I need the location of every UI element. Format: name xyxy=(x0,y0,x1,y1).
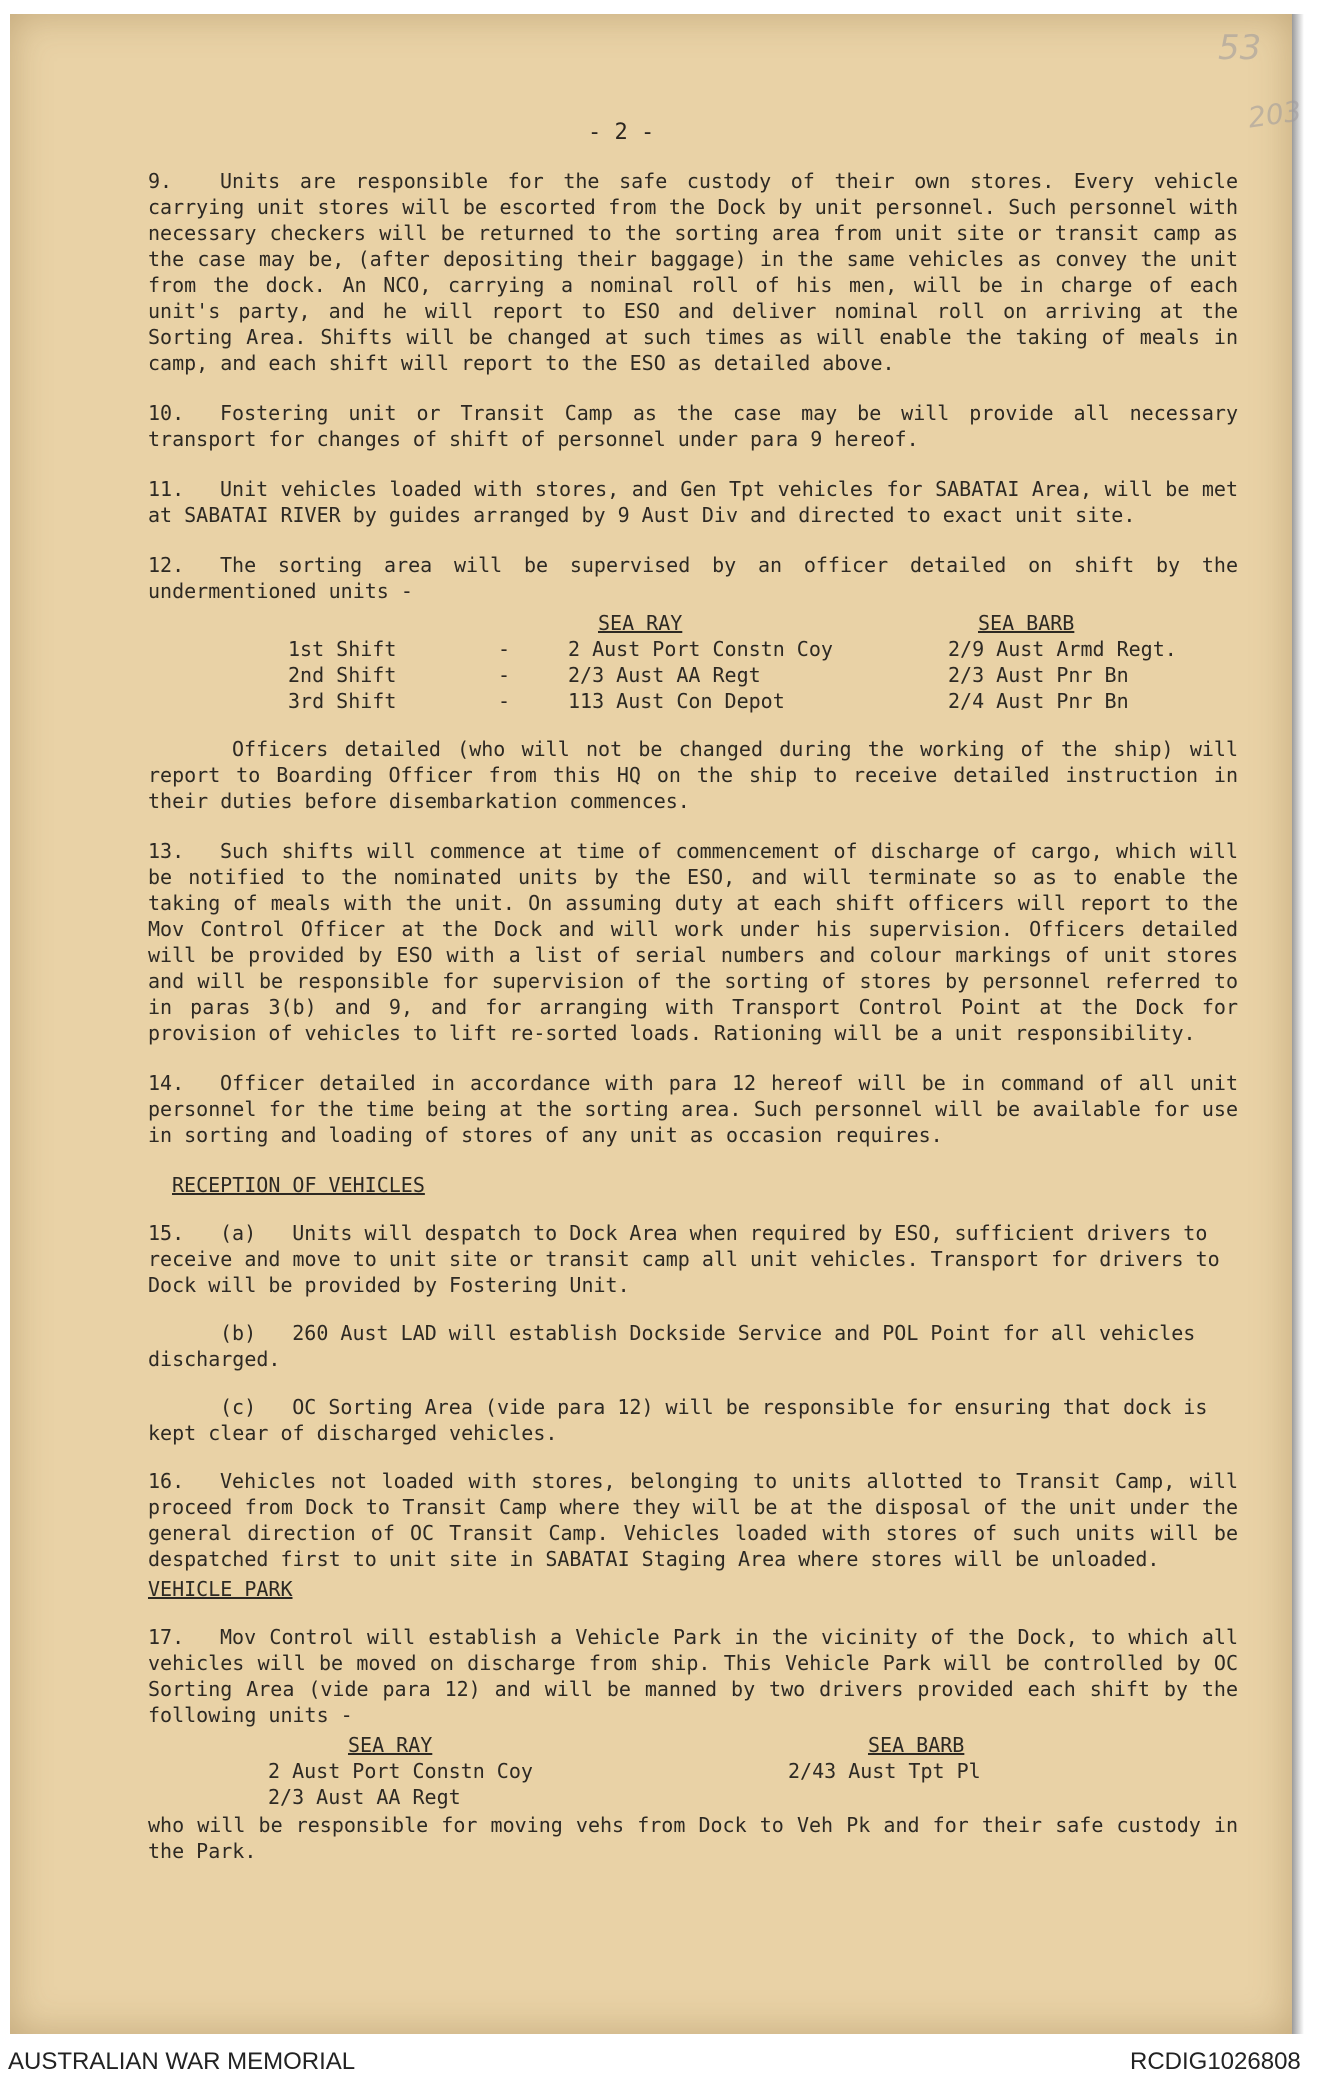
subparagraph-label: (c) xyxy=(220,1395,257,1419)
paragraph-text: OC Sorting Area (vide para 12) will be responsible for ensuring that dock is kept clear of discharged vehicles. xyxy=(148,1395,1208,1445)
table-row xyxy=(288,662,1187,688)
shift-table xyxy=(288,610,1187,714)
page-number: - 2 - xyxy=(588,120,655,145)
pencil-annotation: 203 xyxy=(1245,94,1304,135)
paragraph-14 xyxy=(148,1070,1238,1148)
footer-source: AUSTRALIAN WAR MEMORIAL xyxy=(8,2048,356,2075)
paragraph-15b xyxy=(148,1320,1238,1372)
paragraph-number: 11. xyxy=(148,477,185,501)
paragraph-number: 14. xyxy=(148,1071,185,1095)
separator-dash: - xyxy=(498,689,511,713)
paragraph-text: Such shifts will commence at time of commencement of discharge of cargo, which will be notified to the nominated units by the ESO, and will terminate so as to enable the taking of meals with the unit. On assuming duty at each shift officers will report to the Mov Control Officer at the Dock and will work under his supervision. Officers detailed will be provided by ESO with a list of serial numbers and colour markings of unit stores and will be responsible for supervision of the sorting of stores by personnel referred to in paras 3(b) and 9, and for arranging with Transport Control Point at the Dock for provision of vehicles to lift re-sorted loads. Rationing will be a unit responsibility. xyxy=(148,839,1238,1045)
sea-ray-unit: 113 Aust Con Depot xyxy=(568,689,785,713)
paragraph-number: 17. xyxy=(148,1625,185,1649)
paragraph-text: 260 Aust LAD will establish Dockside Service and POL Point for all vehicles discharged. xyxy=(148,1321,1196,1371)
paragraph-number: 10. xyxy=(148,401,185,425)
sea-barb-unit: 2/3 Aust Pnr Bn xyxy=(948,663,1129,687)
section-heading-vehicle-park: VEHICLE PARK xyxy=(148,1577,293,1601)
paragraph-16 xyxy=(148,1468,1238,1572)
paragraph-17 xyxy=(148,1624,1238,1728)
paragraph-text: Officer detailed in accordance with para 12 hereof will be in command of all unit personnel for the time being at the sorting area. Such personnel will be available for use in sorting and loading of stores of any unit as occasion requires. xyxy=(148,1071,1238,1147)
shift-name: 2nd Shift xyxy=(288,663,397,687)
sea-ray-unit: 2/3 Aust AA Regt xyxy=(268,1785,461,1809)
paragraph-10 xyxy=(148,400,1238,452)
shift-name: 1st Shift xyxy=(288,637,397,661)
paragraph-text: Mov Control will establish a Vehicle Park in the vicinity of the Dock, to which all vehicles will be moved on discharge from ship. This Vehicle Park will be controlled by OC Sorting Area (vide para 12) and will be manned by two drivers provided each shift by the following units - xyxy=(148,1625,1238,1727)
subparagraph-label: (a) xyxy=(220,1221,257,1245)
paragraph-12-continuation: Officers detailed (who will not be changed during the working of the ship) will report to Boarding Officer from this HQ on the ship to receive detailed instruction in their duties before disembarkation commences. xyxy=(148,737,1238,813)
paragraph-text: Vehicles not loaded with stores, belonging to units allotted to Transit Camp, will proceed from Dock to Transit Camp where they will be at the disposal of the unit under the general direction of OC Transit Camp. Vehicles loaded with stores of such units will be despatched first to unit site in SABATAI Staging Area where stores will be unloaded. xyxy=(148,1469,1238,1571)
shift-name: 3rd Shift xyxy=(288,689,397,713)
sea-ray-unit: 2 Aust Port Constn Coy xyxy=(568,637,833,661)
sea-barb-unit: 2/43 Aust Tpt Pl xyxy=(788,1759,981,1783)
sea-barb-unit: 2/9 Aust Armd Regt. xyxy=(948,637,1177,661)
paragraph-17-continuation: who will be responsible for moving vehs from Dock to Veh Pk and for their safe custody in the Park. xyxy=(148,1813,1238,1863)
vehicle-park-units xyxy=(268,1732,1238,1810)
section-heading-reception: RECEPTION OF VEHICLES xyxy=(172,1173,425,1197)
sea-ray-unit: 2 Aust Port Constn Coy xyxy=(268,1759,533,1783)
document-body xyxy=(148,168,1238,1888)
pencil-annotation: 53 xyxy=(1218,28,1262,68)
paragraph-15c xyxy=(148,1394,1238,1446)
footer-id: RCDIG1026808 xyxy=(1130,2048,1301,2075)
paragraph-text: The sorting area will be supervised by an officer detailed on shift by the undermentioned units - xyxy=(148,553,1238,603)
sea-barb-unit: 2/4 Aust Pnr Bn xyxy=(948,689,1129,713)
paragraph-number: 12. xyxy=(148,553,185,577)
table-row xyxy=(288,688,1187,714)
column-header-sea-barb: SEA BARB xyxy=(978,611,1075,635)
paragraph-number: 16. xyxy=(148,1469,185,1493)
paragraph-9 xyxy=(148,168,1238,376)
sea-ray-unit: 2/3 Aust AA Regt xyxy=(568,663,761,687)
column-header-sea-ray: SEA RAY xyxy=(598,611,683,635)
page-edge-shadow xyxy=(1292,14,1304,2034)
column-header-sea-barb: SEA BARB xyxy=(868,1733,965,1757)
paragraph-number: 15. xyxy=(148,1221,185,1245)
separator-dash: - xyxy=(498,637,511,661)
paragraph-text: Unit vehicles loaded with stores, and Gen Tpt vehicles for SABATAI Area, will be met at SABATAI RIVER by guides arranged by 9 Aust Div and directed to exact unit site. xyxy=(148,477,1238,527)
separator-dash: - xyxy=(498,663,511,687)
column-header-sea-ray: SEA RAY xyxy=(348,1733,433,1757)
paragraph-12 xyxy=(148,552,1238,604)
paragraph-text: Fostering unit or Transit Camp as the case may be will provide all necessary transport for changes of shift of personnel under para 9 hereof. xyxy=(148,401,1238,451)
paragraph-text: Units will despatch to Dock Area when required by ESO, sufficient drivers to receive and move to unit site or transit camp all unit vehicles. Transport for drivers to Dock will be provided by Fostering Unit. xyxy=(148,1221,1220,1297)
paragraph-number: 13. xyxy=(148,839,185,863)
paragraph-15a xyxy=(148,1220,1238,1298)
paragraph-13 xyxy=(148,838,1238,1046)
paragraph-11 xyxy=(148,476,1238,528)
table-row xyxy=(288,636,1187,662)
paragraph-number: 9. xyxy=(148,169,173,193)
shift-table-header xyxy=(288,610,1187,636)
subparagraph-label: (b) xyxy=(220,1321,257,1345)
paragraph-text: Units are responsible for the safe custody of their own stores. Every vehicle carrying unit stores will be escorted from the Dock by unit personnel. Such personnel with necessary checkers will be returned to the sorting area from unit site or transit camp as the case may be, (after depositing their baggage) in the same vehicles as convey the unit from the dock. An NCO, carrying a nominal roll of his men, will be in charge of each unit's party, and he will report to ESO and deliver nominal roll on arriving at the Sorting Area. Shifts will be changed at such times as will enable the taking of meals in camp, and each shift will report to the ESO as detailed above. xyxy=(148,169,1238,375)
